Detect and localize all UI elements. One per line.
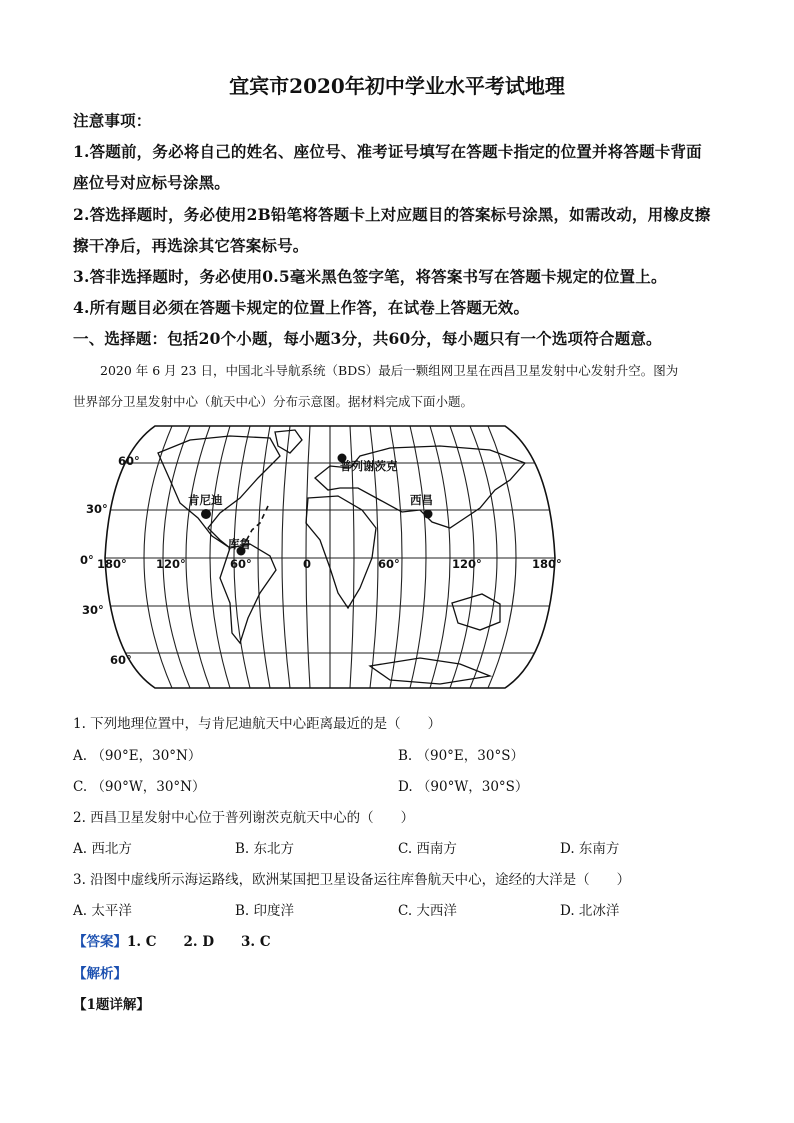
question-1-option-d: D. （90°W，30°S） bbox=[398, 779, 529, 795]
world-map bbox=[80, 418, 580, 698]
lat-60n-label: 60° bbox=[118, 454, 140, 468]
answer-label: 【答案】 bbox=[73, 934, 127, 950]
lon-0-label: 0 bbox=[303, 557, 312, 571]
question-3-option-b: B. 印度洋 bbox=[235, 903, 295, 919]
north-america-outline bbox=[158, 436, 280, 548]
analysis-label: 【解析】 bbox=[73, 966, 127, 982]
plesetsk-label: 普列谢茨克 bbox=[340, 459, 398, 473]
page-title: 宜宾市2020年初中学业水平考试地理 bbox=[229, 74, 565, 98]
detail-1-label: 【1题详解】 bbox=[73, 997, 150, 1013]
notice-heading: 注意事项： bbox=[73, 111, 152, 130]
lon-60w-label: 60° bbox=[230, 557, 252, 571]
answer-values: 1. C 2. D 3. C bbox=[127, 934, 271, 950]
question-2-option-d: D. 东南方 bbox=[560, 841, 620, 857]
lat-30n-label: 30° bbox=[86, 502, 108, 516]
question-2-option-a: A. 西北方 bbox=[73, 841, 132, 857]
question-3-option-d: D. 北冰洋 bbox=[560, 903, 620, 919]
lon-120w-label: 120° bbox=[156, 557, 186, 571]
xichang-dot bbox=[424, 510, 433, 519]
notice-item-1-line-2: 座位号对应标号涂黑。 bbox=[73, 173, 231, 192]
material-line-1: 2020 年 6 月 23 日，中国北斗导航系统（BDS）最后一颗组网卫星在西昌卫星发射中心发射升空。图为 bbox=[100, 363, 679, 378]
section-heading: 一、选择题：包括20个小题，每小题3分，共60分，每小题只有一个选项符合题意。 bbox=[73, 329, 662, 348]
graticule bbox=[80, 426, 580, 688]
kourou-label: 库鲁 bbox=[228, 537, 251, 551]
lon-120e-label: 120° bbox=[452, 557, 482, 571]
question-1-option-a: A. （90°E，30°N） bbox=[73, 748, 202, 764]
lat-0-label: 0° bbox=[80, 553, 94, 567]
notice-item-1-line-1: 1.答题前，务必将自己的姓名、座位号、准考证号填写在答题卡指定的位置并将答题卡背面 bbox=[73, 142, 702, 161]
question-3-option-c: C. 大西洋 bbox=[398, 903, 457, 919]
notice-item-2-line-2: 擦干净后，再选涂其它答案标号。 bbox=[73, 236, 309, 255]
africa-outline bbox=[306, 496, 376, 608]
kennedy-dot bbox=[201, 509, 211, 519]
lat-30s-label: 30° bbox=[82, 603, 104, 617]
antarctica-outline bbox=[370, 658, 490, 684]
question-3-option-a: A. 太平洋 bbox=[73, 903, 132, 919]
question-2-stem: 2. 西昌卫星发射中心位于普列谢茨克航天中心的（ ） bbox=[73, 810, 415, 826]
question-3-stem: 3. 沿图中虚线所示海运路线，欧洲某国把卫星设备运往库鲁航天中心，途经的大洋是（ ） bbox=[73, 872, 631, 888]
notice-item-2-line-1: 2.答选择题时，务必使用2B铅笔将答题卡上对应题目的答案标号涂黑，如需改动，用橡皮擦 bbox=[73, 205, 711, 224]
xichang-label: 西昌 bbox=[410, 493, 433, 507]
question-2-option-b: B. 东北方 bbox=[235, 841, 295, 857]
question-2-option-c: C. 西南方 bbox=[398, 841, 457, 857]
lon-180w-label: 180° bbox=[97, 557, 127, 571]
lat-60s-label: 60° bbox=[110, 653, 132, 667]
question-1-stem: 1. 下列地理位置中，与肯尼迪航天中心距离最近的是（ ） bbox=[73, 716, 442, 732]
lon-180e-label: 180° bbox=[532, 557, 562, 571]
notice-item-4: 4.所有题目必须在答题卡规定的位置上作答，在试卷上答题无效。 bbox=[73, 298, 530, 317]
answer-line bbox=[73, 930, 271, 950]
question-1-option-b: B. （90°E，30°S） bbox=[398, 748, 524, 764]
notice-item-3: 3.答非选择题时，务必使用0.5毫米黑色签字笔，将答案书写在答题卡规定的位置上。 bbox=[73, 267, 667, 286]
kennedy-label: 肯尼迪 bbox=[188, 493, 223, 507]
question-1-option-c: C. （90°W，30°N） bbox=[73, 779, 206, 795]
lon-60e-label: 60° bbox=[378, 557, 400, 571]
material-line-2: 世界部分卫星发射中心（航天中心）分布示意图。据材料完成下面小题。 bbox=[73, 394, 474, 409]
